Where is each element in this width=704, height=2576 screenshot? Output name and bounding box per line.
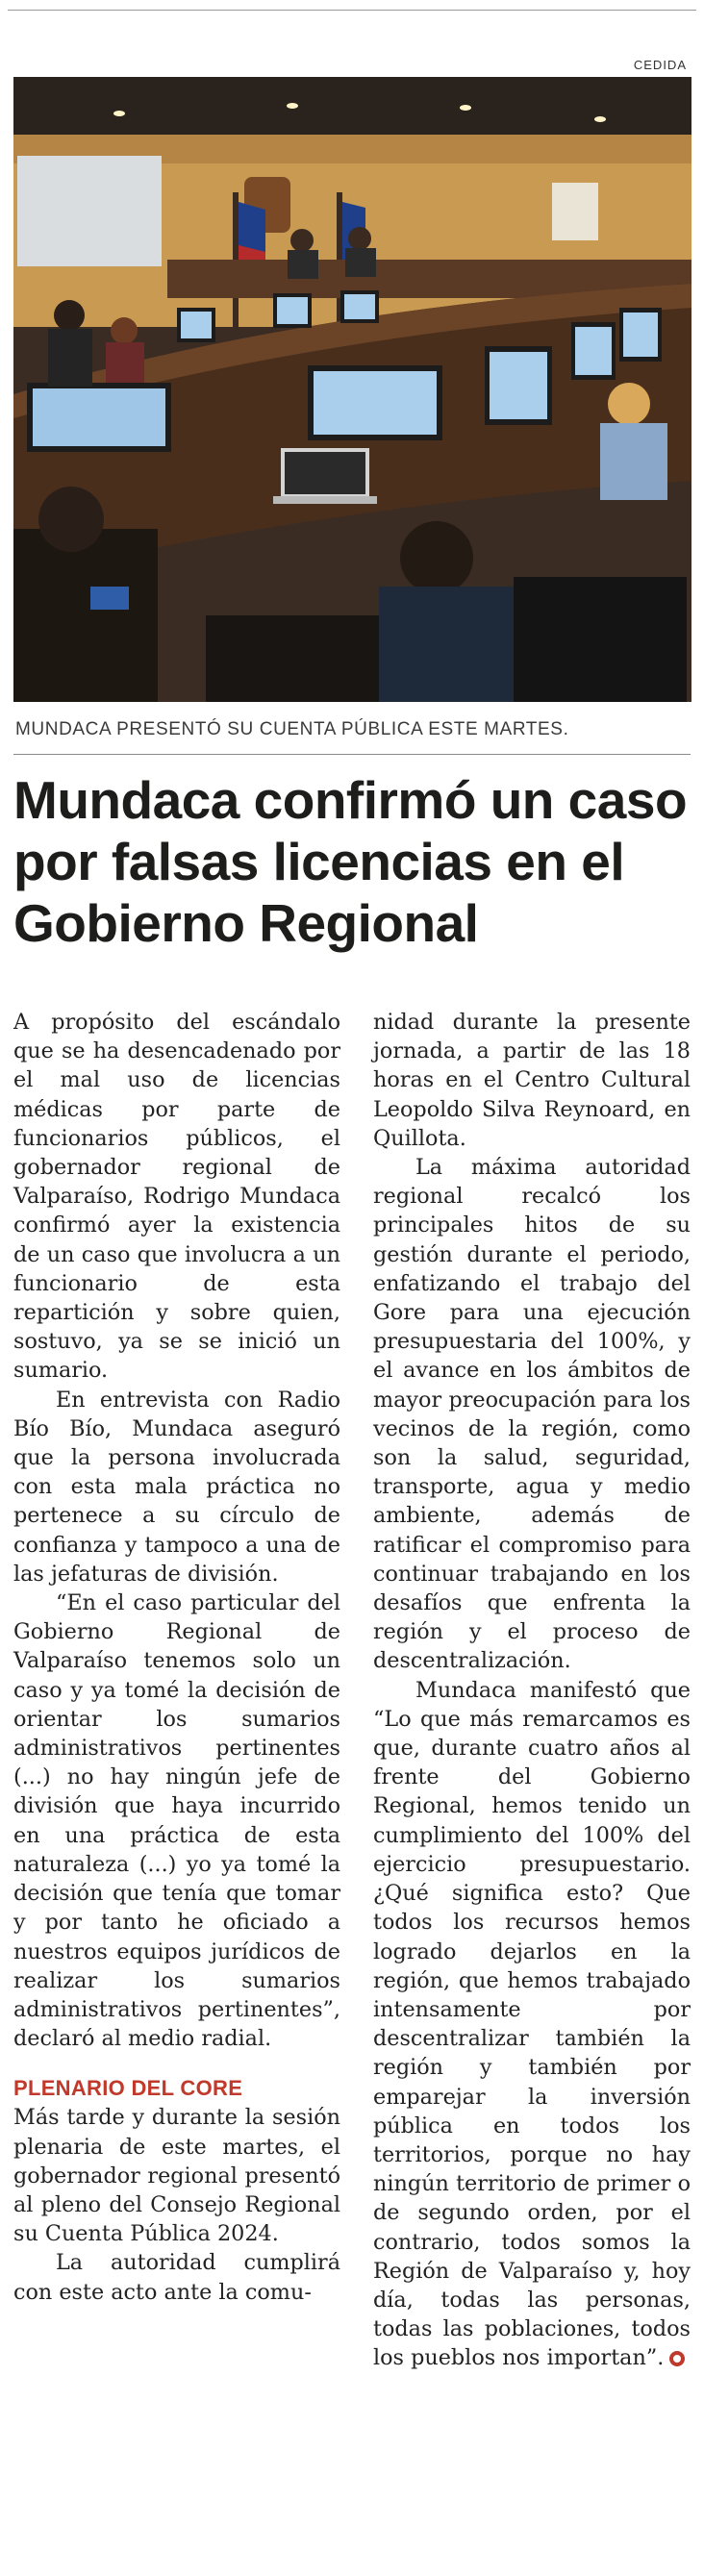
body-paragraph: A propósito del escándalo que se ha desencadenado por el mal uso de licencias médicas por parte de funcionarios públicos, el gobernador regional de Valparaíso, Rodrigo Mundaca confirmó ayer la existencia de un caso que involucra a un funcionario de esta repartición y sobre quien, sostuvo, ya se se inició un sumario. <box>13 1010 340 1384</box>
body-paragraph: nidad durante la presente jornada, a partir de las 18 horas en el Centro Cultural Leopoldo Silva Reynoard, en Quillota. <box>373 1010 691 1151</box>
body-paragraph: En entrevista con Radio Bío Bío, Mundaca aseguró que la persona involucrada con esta mala práctica no pertenece a su círculo de confianza y tampoco a una de las jefaturas de división. <box>13 1387 340 1587</box>
top-rule <box>8 10 696 11</box>
article-column-right <box>373 1008 691 2373</box>
article-column-left <box>13 1008 340 2307</box>
body-paragraph: “En el caso particular del Gobierno Regional de Valparaíso tenemos solo un caso y ya tomé la decisión de orientar los sumarios administrativos pertinentes (...) no hay ningún jefe de división que haya incurrido en una práctica de esta naturaleza (...) yo ya tomé la decisión que tenía que tomar y por tanto he oficiado a nuestros equipos jurídicos de realizar los sumarios administrativos pertinentes”, declaró al medio radial. <box>13 1590 340 2052</box>
photo-caption: MUNDACA PRESENTÓ SU CUENTA PÚBLICA ESTE MARTES. <box>15 719 569 739</box>
quote-text: Mundaca manifestó que “Lo que más remarcamos es que, durante cuatro años al frente del Gobierno Regional, hemos tenido un cumplimiento del 100% del ejercicio presupuestario. ¿Qué significa esto? Que todos los recursos hemos logrado dejarlos en la región, que hemos trabajado intensamente por descentralizar también la región y también por emparejar la inversión pública en todos los territorios, porque no hay ningún territorio de primer o de segundo orden, por el contrario, todos somos la Región de Valparaíso y, hoy día, todas las personas, todas las poblaciones, todos los pueblos nos importan”. <box>373 1677 691 2371</box>
article-end-icon <box>669 2351 685 2366</box>
body-paragraph: Más tarde y durante la sesión plenaria de este martes, el gobernador regional presentó al pleno del Consejo Regional su Cuenta Pública 2024. <box>13 2105 340 2247</box>
article-headline: Mundaca confirmó un caso por falsas licencias en el Gobierno Regional <box>13 770 688 953</box>
caption-divider <box>13 754 691 755</box>
body-paragraph: La máxima autoridad regional recalcó los principales hitos de su gestión durante el periodo, enfatizando el trabajo del Gore para una ejecución presupuestaria del 100%, y el avance en los ámbitos de mayor preocupación para los vecinos de la región, como son la salud, seguridad, transporte, agua y medio ambiente, además de ratificar el compromiso para continuar trabajando en los desafíos que enfrenta la región y el proceso de descentralización. <box>373 1155 691 1674</box>
section-subhead: PLENARIO DEL CORE <box>13 2076 243 2101</box>
council-session-photo <box>13 77 691 702</box>
article-photo <box>13 77 691 702</box>
body-paragraph <box>373 1676 691 2373</box>
body-paragraph: La autoridad cumplirá con este acto ante la comu- <box>13 2250 340 2305</box>
photo-credit: CEDIDA <box>633 58 687 72</box>
